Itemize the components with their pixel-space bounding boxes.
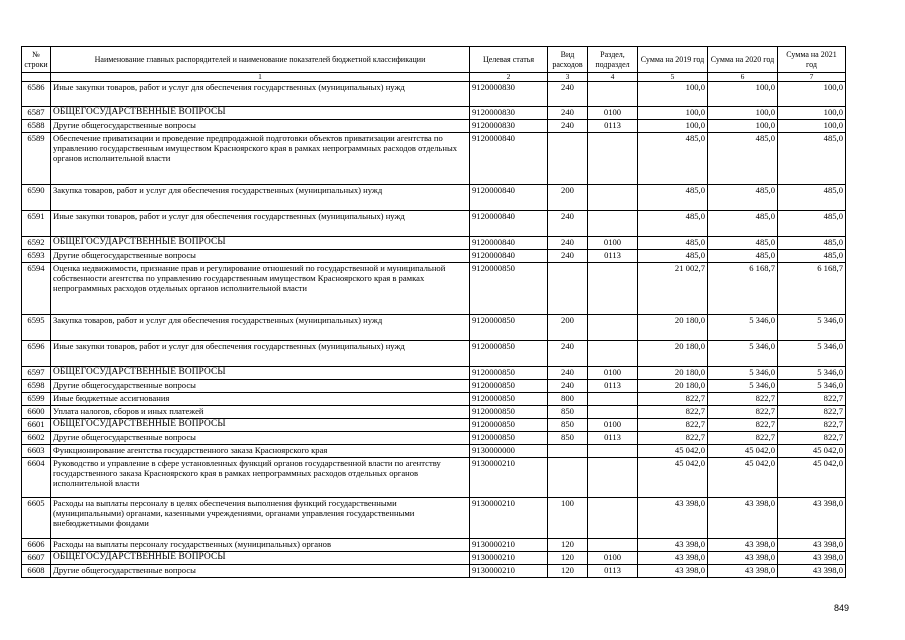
row-sum-2020: 5 346,0 [708,367,778,380]
row-target-code: 9120000830 [470,107,548,120]
row-number: 6598 [22,380,51,393]
col-header-target: Целевая статья [470,47,548,73]
row-sum-2021: 822,7 [778,406,846,419]
row-sum-2019: 822,7 [638,419,708,432]
row-sum-2019: 822,7 [638,393,708,406]
row-target-code: 9120000850 [470,263,548,315]
row-sum-2021: 5 346,0 [778,315,846,341]
row-number: 6588 [22,120,51,133]
row-expense-type: 100 [548,498,588,539]
row-expense-type: 800 [548,393,588,406]
row-sum-2021: 43 398,0 [778,565,846,578]
row-number: 6589 [22,133,51,185]
row-target-code: 9120000840 [470,250,548,263]
row-name: Расходы на выплаты персоналу в целях обеспечения выполнения функций государственными (муниципальными) органами, казенными учреждениями, органами управления государственными внебюджетными фондами [51,498,470,539]
row-expense-type: 240 [548,211,588,237]
row-expense-type: 240 [548,120,588,133]
table-row [22,445,846,458]
table-row [22,263,846,315]
row-name: Другие общегосударственные вопросы [51,432,470,445]
header-row [22,47,846,73]
row-sum-2019: 485,0 [638,133,708,185]
column-number-row [22,73,846,82]
row-name: ОБЩЕГОСУДАРСТВЕННЫЕ ВОПРОСЫ [51,237,470,250]
table-row [22,552,846,565]
row-sum-2021: 100,0 [778,82,846,107]
table-row [22,393,846,406]
table-row [22,133,846,185]
row-number: 6600 [22,406,51,419]
page-number: 849 [834,603,850,613]
row-number: 6601 [22,419,51,432]
row-section [588,211,638,237]
row-name: Уплата налогов, сборов и иных платежей [51,406,470,419]
row-number: 6592 [22,237,51,250]
table-row [22,211,846,237]
row-section: 0100 [588,237,638,250]
row-sum-2019: 822,7 [638,406,708,419]
table-row [22,120,846,133]
row-name: Закупка товаров, работ и услуг для обеспечения государственных (муниципальных) нужд [51,315,470,341]
row-number: 6607 [22,552,51,565]
table-row [22,432,846,445]
row-number: 6594 [22,263,51,315]
row-target-code: 9130000210 [470,498,548,539]
row-number: 6595 [22,315,51,341]
row-expense-type [548,445,588,458]
row-section: 0113 [588,432,638,445]
row-section [588,393,638,406]
row-section [588,315,638,341]
row-target-code: 9120000830 [470,120,548,133]
row-sum-2019: 100,0 [638,120,708,133]
row-sum-2021: 485,0 [778,237,846,250]
row-expense-type: 200 [548,315,588,341]
row-expense-type [548,133,588,185]
row-sum-2019: 43 398,0 [638,498,708,539]
row-sum-2019: 20 180,0 [638,341,708,367]
row-number: 6586 [22,82,51,107]
row-sum-2019: 485,0 [638,237,708,250]
row-name: Оценка недвижимости, признание прав и регулирование отношений по государственной и муниципальной собственности агентства по управлению государственным имуществом Красноярского края в рамках непрограммных расходов отдельных органов исполнительной власти [51,263,470,315]
row-number: 6587 [22,107,51,120]
row-expense-type: 850 [548,432,588,445]
column-number: 5 [638,73,708,82]
table-row [22,406,846,419]
table-row [22,539,846,552]
row-section: 0100 [588,107,638,120]
row-sum-2020: 822,7 [708,432,778,445]
row-section [588,341,638,367]
row-expense-type: 240 [548,237,588,250]
row-sum-2020: 43 398,0 [708,565,778,578]
row-sum-2020: 43 398,0 [708,552,778,565]
row-sum-2020: 100,0 [708,107,778,120]
row-section [588,445,638,458]
column-number: 3 [548,73,588,82]
row-sum-2021: 100,0 [778,120,846,133]
row-sum-2020: 45 042,0 [708,445,778,458]
row-name: Функционирование агентства государственного заказа Красноярского края [51,445,470,458]
row-number: 6606 [22,539,51,552]
table-row [22,237,846,250]
row-section: 0113 [588,380,638,393]
row-target-code: 9130000210 [470,458,548,498]
col-header-sum-2019: Сумма на 2019 год [638,47,708,73]
row-expense-type: 120 [548,539,588,552]
row-number: 6602 [22,432,51,445]
row-sum-2019: 100,0 [638,107,708,120]
row-number: 6608 [22,565,51,578]
row-section [588,406,638,419]
row-sum-2021: 822,7 [778,432,846,445]
row-name: Другие общегосударственные вопросы [51,120,470,133]
row-section: 0113 [588,250,638,263]
row-sum-2021: 6 168,7 [778,263,846,315]
row-sum-2020: 100,0 [708,82,778,107]
row-name: ОБЩЕГОСУДАРСТВЕННЫЕ ВОПРОСЫ [51,419,470,432]
row-section: 0113 [588,120,638,133]
row-target-code: 9120000830 [470,82,548,107]
row-expense-type: 850 [548,419,588,432]
row-target-code: 9120000850 [470,367,548,380]
row-sum-2019: 485,0 [638,185,708,211]
table-row [22,458,846,498]
row-sum-2020: 45 042,0 [708,458,778,498]
row-sum-2021: 5 346,0 [778,367,846,380]
row-number: 6593 [22,250,51,263]
row-target-code: 9130000210 [470,539,548,552]
row-expense-type: 120 [548,552,588,565]
row-sum-2020: 5 346,0 [708,380,778,393]
table-row [22,498,846,539]
row-target-code: 9120000850 [470,406,548,419]
row-sum-2021: 822,7 [778,419,846,432]
row-name: Другие общегосударственные вопросы [51,565,470,578]
table-row [22,367,846,380]
row-name: Иные бюджетные ассигнования [51,393,470,406]
row-sum-2019: 20 180,0 [638,367,708,380]
row-sum-2021: 822,7 [778,393,846,406]
row-sum-2020: 6 168,7 [708,263,778,315]
row-number: 6591 [22,211,51,237]
column-number: 7 [778,73,846,82]
row-name: Другие общегосударственные вопросы [51,380,470,393]
row-sum-2020: 5 346,0 [708,315,778,341]
row-expense-type: 240 [548,341,588,367]
col-header-name: Наименование главных распорядителей и наименование показателей бюджетной классификации [51,47,470,73]
row-sum-2020: 822,7 [708,406,778,419]
row-target-code: 9120000840 [470,185,548,211]
row-sum-2020: 822,7 [708,393,778,406]
row-sum-2021: 43 398,0 [778,552,846,565]
row-target-code: 9120000850 [470,315,548,341]
row-section: 0113 [588,565,638,578]
row-target-code: 9130000000 [470,445,548,458]
row-sum-2021: 100,0 [778,107,846,120]
table-row [22,565,846,578]
col-header-type: Вид расходов [548,47,588,73]
row-expense-type: 240 [548,380,588,393]
table-row [22,419,846,432]
row-name: Расходы на выплаты персоналу государственных (муниципальных) органов [51,539,470,552]
row-expense-type: 240 [548,367,588,380]
table-row [22,315,846,341]
row-name: Закупка товаров, работ и услуг для обеспечения государственных (муниципальных) нужд [51,185,470,211]
row-sum-2020: 485,0 [708,133,778,185]
row-number: 6597 [22,367,51,380]
table-row [22,341,846,367]
row-sum-2019: 20 180,0 [638,315,708,341]
row-name: Другие общегосударственные вопросы [51,250,470,263]
row-number: 6590 [22,185,51,211]
row-expense-type: 850 [548,406,588,419]
row-section [588,82,638,107]
row-section: 0100 [588,552,638,565]
row-number: 6599 [22,393,51,406]
row-sum-2021: 45 042,0 [778,445,846,458]
col-header-sum-2021: Сумма на 2021 год [778,47,846,73]
row-sum-2020: 822,7 [708,419,778,432]
row-section [588,263,638,315]
row-section [588,498,638,539]
table-row [22,185,846,211]
row-sum-2021: 485,0 [778,133,846,185]
row-target-code: 9120000850 [470,380,548,393]
row-section [588,185,638,211]
row-sum-2020: 485,0 [708,250,778,263]
row-target-code: 9120000840 [470,211,548,237]
row-sum-2019: 20 180,0 [638,380,708,393]
budget-body [22,82,846,578]
row-target-code: 9120000840 [470,133,548,185]
row-target-code: 9120000840 [470,237,548,250]
row-sum-2021: 45 042,0 [778,458,846,498]
row-target-code: 9130000210 [470,565,548,578]
row-sum-2020: 485,0 [708,185,778,211]
row-target-code: 9130000210 [470,552,548,565]
row-section [588,133,638,185]
row-sum-2021: 5 346,0 [778,341,846,367]
col-header-sum-2020: Сумма на 2020 год [708,47,778,73]
row-sum-2020: 100,0 [708,120,778,133]
row-sum-2021: 5 346,0 [778,380,846,393]
col-header-section: Раздел, подраздел [588,47,638,73]
column-number: 4 [588,73,638,82]
row-expense-type [548,458,588,498]
row-sum-2020: 43 398,0 [708,498,778,539]
row-sum-2021: 485,0 [778,185,846,211]
row-sum-2019: 822,7 [638,432,708,445]
budget-table [21,46,846,578]
row-sum-2021: 43 398,0 [778,539,846,552]
row-number: 6603 [22,445,51,458]
row-expense-type: 200 [548,185,588,211]
row-sum-2020: 485,0 [708,211,778,237]
row-sum-2020: 43 398,0 [708,539,778,552]
row-expense-type [548,263,588,315]
row-sum-2019: 45 042,0 [638,445,708,458]
row-sum-2020: 5 346,0 [708,341,778,367]
row-sum-2019: 21 002,7 [638,263,708,315]
row-sum-2019: 45 042,0 [638,458,708,498]
table-row [22,250,846,263]
row-sum-2021: 485,0 [778,211,846,237]
row-target-code: 9120000850 [470,393,548,406]
row-sum-2019: 100,0 [638,82,708,107]
row-expense-type: 240 [548,250,588,263]
row-sum-2019: 43 398,0 [638,552,708,565]
row-sum-2019: 43 398,0 [638,539,708,552]
row-target-code: 9120000850 [470,432,548,445]
table-row [22,380,846,393]
row-sum-2021: 43 398,0 [778,498,846,539]
row-target-code: 9120000850 [470,341,548,367]
row-name: Иные закупки товаров, работ и услуг для обеспечения государственных (муниципальных) нужд [51,82,470,107]
table-row [22,107,846,120]
row-name: ОБЩЕГОСУДАРСТВЕННЫЕ ВОПРОСЫ [51,367,470,380]
row-section [588,539,638,552]
row-expense-type: 240 [548,82,588,107]
row-number: 6596 [22,341,51,367]
row-name: Иные закупки товаров, работ и услуг для обеспечения государственных (муниципальных) нужд [51,211,470,237]
row-section: 0100 [588,367,638,380]
row-number: 6605 [22,498,51,539]
row-name: Иные закупки товаров, работ и услуг для обеспечения государственных (муниципальных) нужд [51,341,470,367]
row-sum-2019: 485,0 [638,211,708,237]
table-row [22,82,846,107]
row-sum-2019: 485,0 [638,250,708,263]
column-number [22,73,51,82]
row-name: ОБЩЕГОСУДАРСТВЕННЫЕ ВОПРОСЫ [51,107,470,120]
row-expense-type: 120 [548,565,588,578]
row-name: Обеспечение приватизации и проведение предпродажной подготовки объектов приватизации агентства по управлению государственным имуществом Красноярского края в рамках непрограммных расходов отдельных органов исполнительной власти [51,133,470,185]
row-sum-2021: 485,0 [778,250,846,263]
col-header-row-no: № строки [22,47,51,73]
column-number: 1 [51,73,470,82]
row-section [588,458,638,498]
row-name: ОБЩЕГОСУДАРСТВЕННЫЕ ВОПРОСЫ [51,552,470,565]
row-number: 6604 [22,458,51,498]
row-name: Руководство и управление в сфере установленных функций органов государственной власти по агентству государственного заказа Красноярского края в рамках непрограммных расходов отдельных органов исполнительной власти [51,458,470,498]
column-number: 2 [470,73,548,82]
row-expense-type: 240 [548,107,588,120]
row-sum-2019: 43 398,0 [638,565,708,578]
column-number: 6 [708,73,778,82]
row-target-code: 9120000850 [470,419,548,432]
row-section: 0100 [588,419,638,432]
row-sum-2020: 485,0 [708,237,778,250]
